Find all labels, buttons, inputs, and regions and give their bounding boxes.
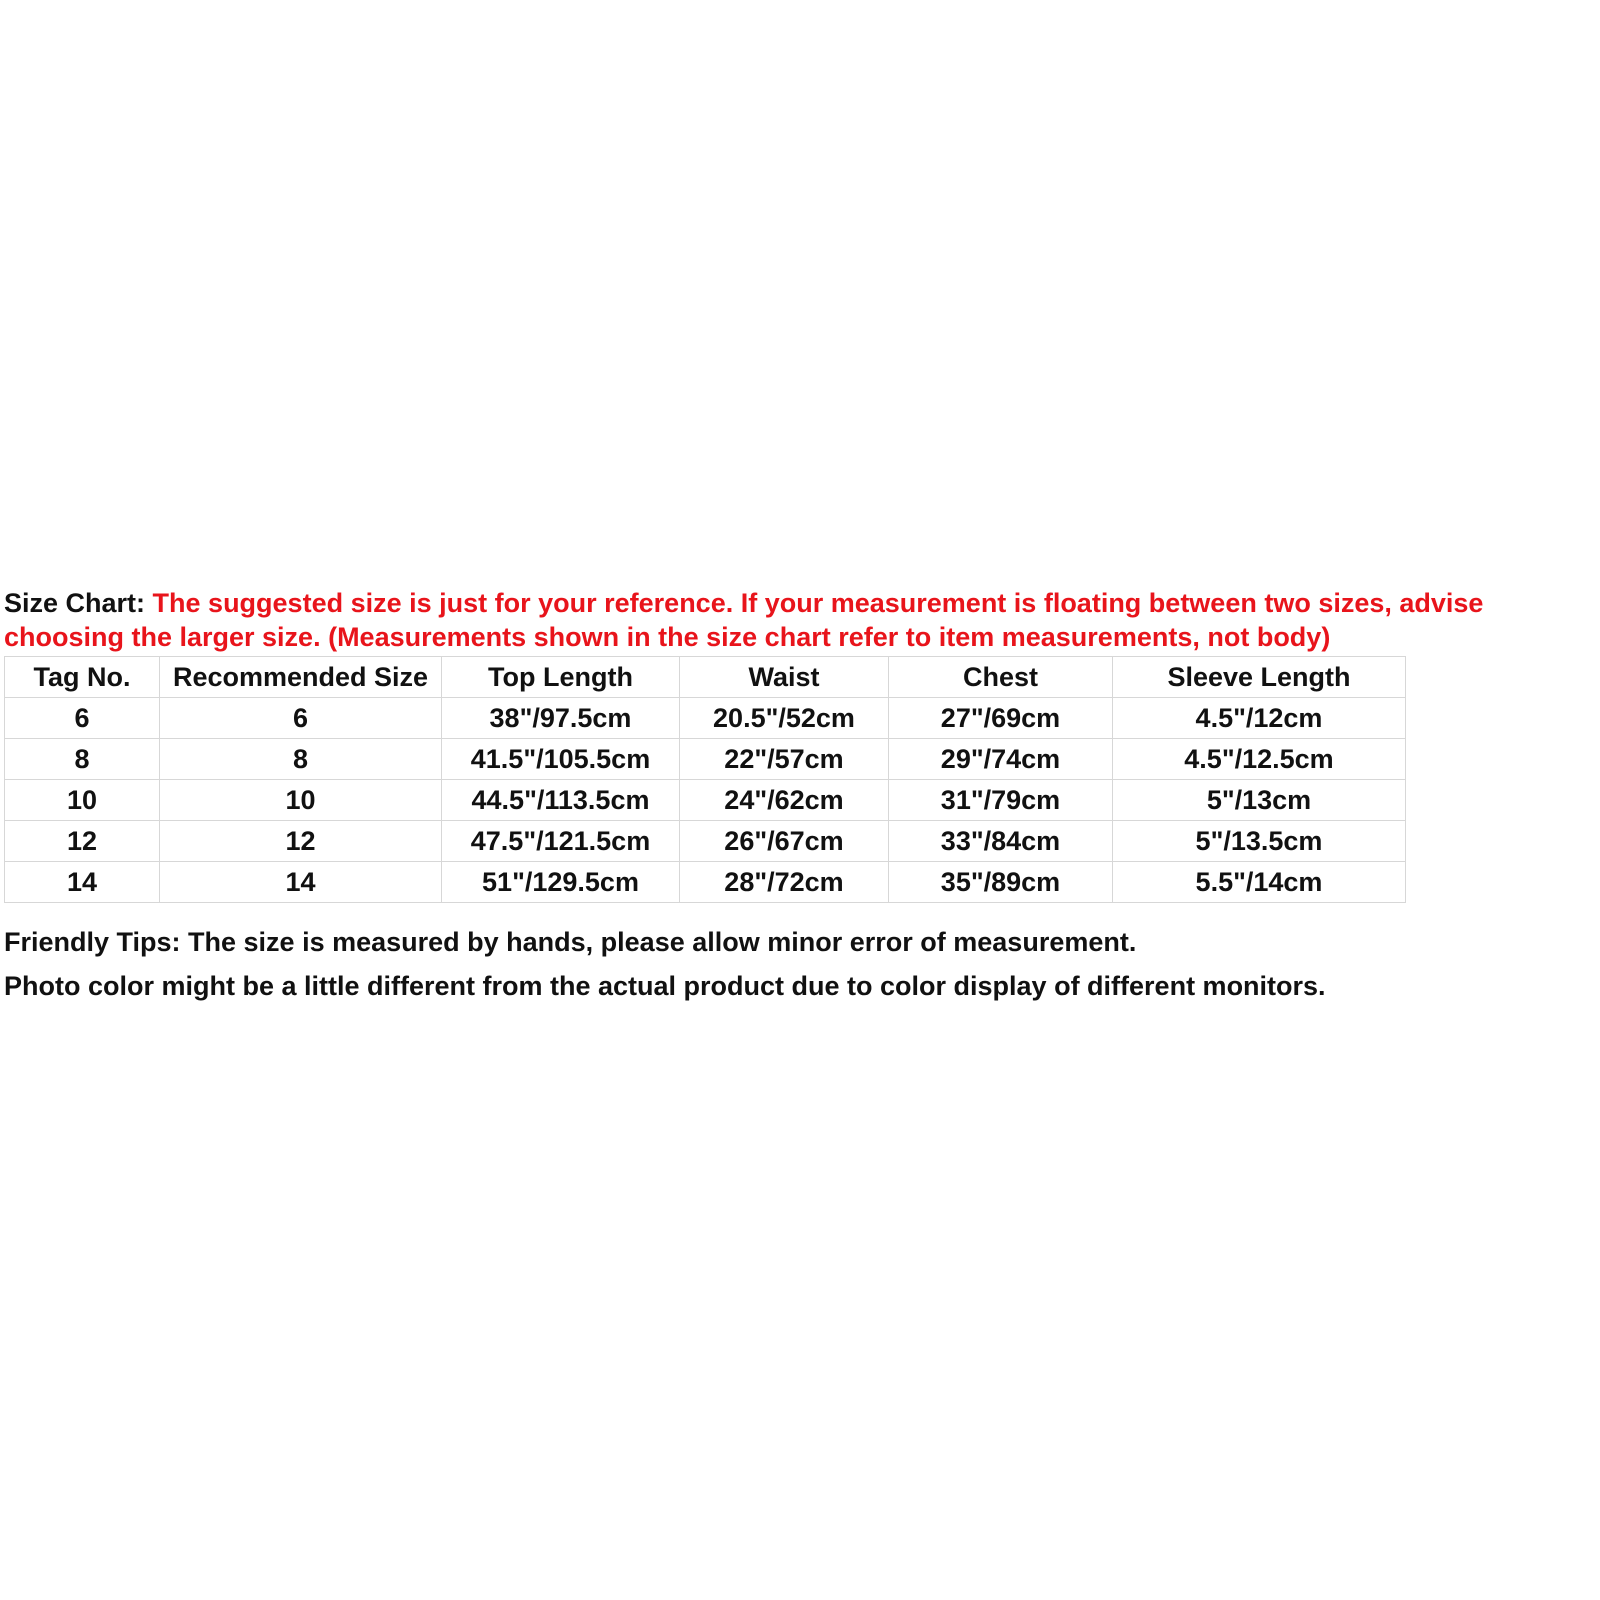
cell-top-length: 44.5"/113.5cm <box>442 780 680 821</box>
table-row <box>5 698 1406 739</box>
cell-chest: 33"/84cm <box>889 821 1113 862</box>
cell-tag-no: 10 <box>5 780 160 821</box>
cell-waist: 24"/62cm <box>680 780 889 821</box>
cell-top-length: 51"/129.5cm <box>442 862 680 903</box>
cell-recommended-size: 10 <box>160 780 442 821</box>
cell-tag-no: 14 <box>5 862 160 903</box>
cell-recommended-size: 6 <box>160 698 442 739</box>
cell-chest: 35"/89cm <box>889 862 1113 903</box>
cell-top-length: 41.5"/105.5cm <box>442 739 680 780</box>
cell-tag-no: 12 <box>5 821 160 862</box>
header-top-length: Top Length <box>442 657 680 698</box>
photo-color-note: Photo color might be a little different from the actual product due to color display of different monitors. <box>4 971 1326 1001</box>
size-chart-label: Size Chart: <box>4 588 146 618</box>
cell-sleeve-length: 5"/13.5cm <box>1113 821 1406 862</box>
size-chart-intro <box>4 586 1594 654</box>
cell-top-length: 38"/97.5cm <box>442 698 680 739</box>
cell-recommended-size: 8 <box>160 739 442 780</box>
cell-tag-no: 8 <box>5 739 160 780</box>
header-sleeve-length: Sleeve Length <box>1113 657 1406 698</box>
cell-chest: 27"/69cm <box>889 698 1113 739</box>
header-tag-no: Tag No. <box>5 657 160 698</box>
cell-tag-no: 6 <box>5 698 160 739</box>
cell-top-length: 47.5"/121.5cm <box>442 821 680 862</box>
cell-sleeve-length: 4.5"/12.5cm <box>1113 739 1406 780</box>
cell-waist: 22"/57cm <box>680 739 889 780</box>
cell-sleeve-length: 5"/13cm <box>1113 780 1406 821</box>
cell-chest: 31"/79cm <box>889 780 1113 821</box>
cell-sleeve-length: 4.5"/12cm <box>1113 698 1406 739</box>
friendly-tips: Friendly Tips: The size is measured by hands, please allow minor error of measurement. <box>4 927 1137 957</box>
cell-waist: 26"/67cm <box>680 821 889 862</box>
cell-recommended-size: 14 <box>160 862 442 903</box>
size-advice-note: The suggested size is just for your reference. If your measurement is floating between two sizes, advise choosing the larger size. (Measurements shown in the size chart refer to item measurements, not body) <box>4 588 1484 652</box>
cell-sleeve-length: 5.5"/14cm <box>1113 862 1406 903</box>
table-header-row <box>5 657 1406 698</box>
cell-recommended-size: 12 <box>160 821 442 862</box>
table-row <box>5 739 1406 780</box>
header-chest: Chest <box>889 657 1113 698</box>
cell-waist: 28"/72cm <box>680 862 889 903</box>
header-recommended-size: Recommended Size <box>160 657 442 698</box>
header-waist: Waist <box>680 657 889 698</box>
cell-chest: 29"/74cm <box>889 739 1113 780</box>
cell-waist: 20.5"/52cm <box>680 698 889 739</box>
size-table <box>4 656 1406 903</box>
table-row <box>5 821 1406 862</box>
table-row <box>5 780 1406 821</box>
table-row <box>5 862 1406 903</box>
